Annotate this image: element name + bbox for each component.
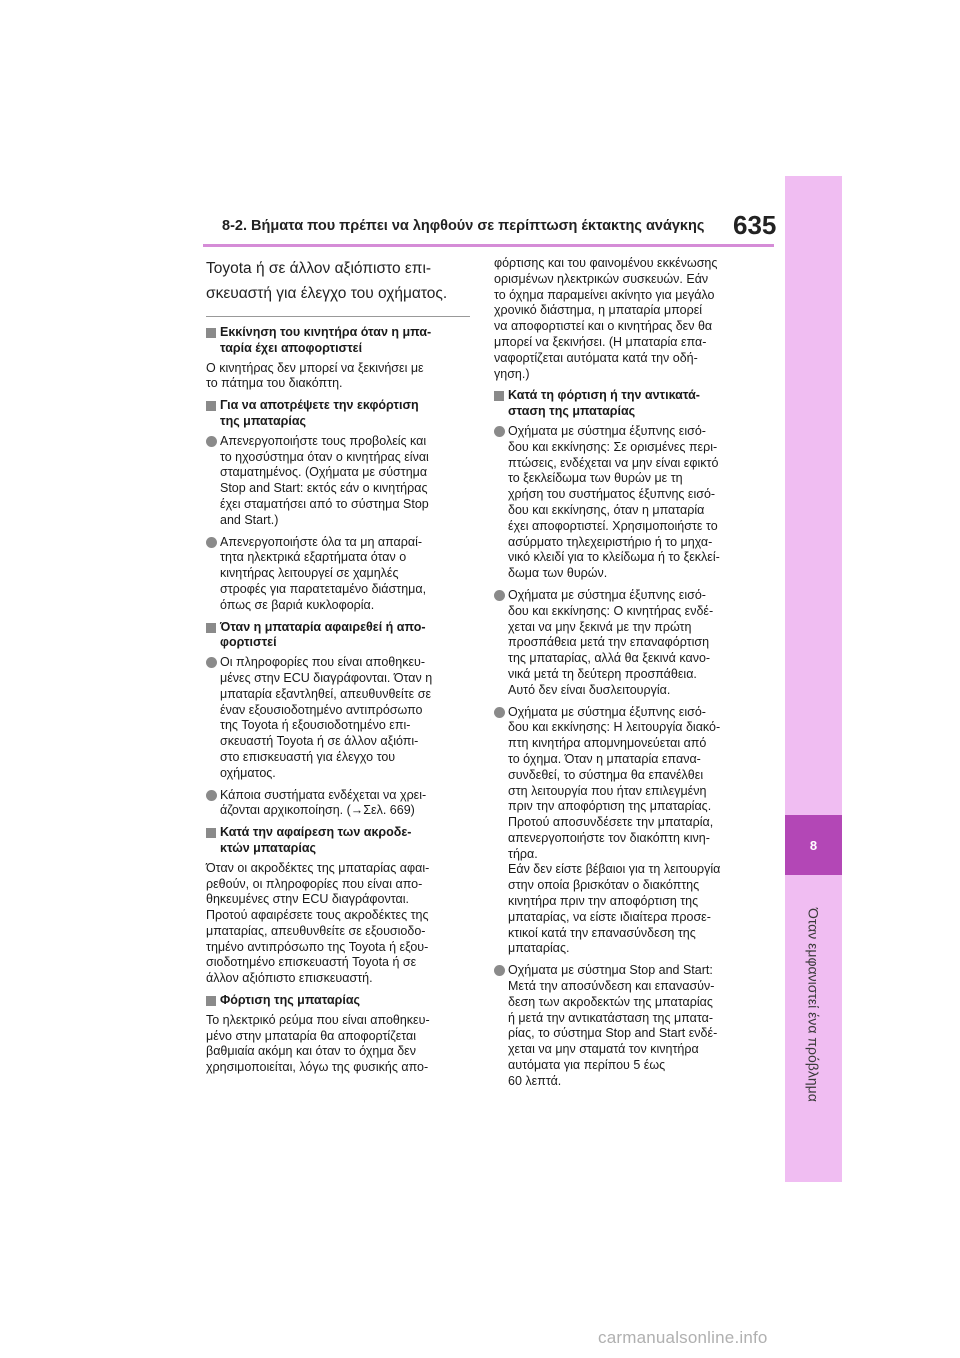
text-line: προσπάθεια μετά την επαναφόρτιση [508,635,710,650]
text-line: Ο κινητήρας δεν μπορεί να ξεκινήσει με [206,360,424,375]
text-line: μπαταρίας, απευθυνθείτε σε εξουσιοδο- [206,923,426,938]
text-line: της Toyota ή εξουσιοδοτημένο επι- [220,718,411,733]
text-line: χρονικό διάστημα, η μπαταρία μπορεί [494,303,703,318]
circle-bullet-icon [206,790,217,801]
text-line: ορισμένων ηλεκτρικών συσκευών. Εάν [494,271,709,286]
text-line: Κάποια συστήματα ενδέχεται να χρει- [220,787,427,802]
text-line: Μετά την αποσύνδεση και επανασύν- [508,979,715,994]
text-line: το ηχοσύστημα όταν ο κινητήρας είναι [220,449,429,464]
text-line: το ξεκλείδωμα των θυρών με τη [508,471,683,486]
text-line: χεται να μην ξεκινά με την πρώτη [508,619,692,634]
text-line: δου και εκκίνησης: Σε ορισμένες περι- [508,439,718,454]
text-line: δεση των ακροδεκτών της μπαταρίας [508,994,713,1009]
circle-bullet-icon [206,657,217,668]
text-line: Για να αποτρέψετε την εκφόρτιση [220,398,419,413]
list-item [206,655,480,781]
text-line: and Start.) [220,512,279,527]
text-line: κινητήρας λειτουργεί σε χαμηλές [220,566,399,581]
text-line: Αυτό δεν είναι δυσλειτουργία. [508,682,671,697]
text-line: σταματημένος. (Οχήματα με σύστημα [220,465,428,480]
text-line: να αποφορτιστεί και ο κινητήρας δεν θα [494,319,713,334]
text-line: Οχήματα με σύστημα έξυπνης εισό- [508,423,706,438]
circle-bullet-icon [206,436,217,447]
text-line: φόρτισης και του φαινομένου εκκένωσης [494,256,718,270]
text-line: αυτόματα για περίπου 5 έως [508,1058,666,1073]
text-line: κινητήρα πριν την αποφόρτιση της [508,894,699,909]
list-item [494,588,768,699]
page-number: 635 [733,210,777,240]
text-line: σκευαστή για έλεγχο του οχήματος. [206,285,448,302]
circle-bullet-icon [494,426,505,437]
text-line: έχει αποφορτιστεί. Χρησιμοποιήστε το [508,518,718,533]
text-line: πριν την αποφόρτιση της μπαταρίας. [508,799,712,814]
text-line: στο επισκευαστή για έλεγχο του [220,749,396,764]
text-line: οχήματος. [220,765,276,780]
text-line: συνδεθεί, το σύστημα θα επανέλθει [508,767,704,782]
paragraph [206,861,480,987]
text-line: Όταν οι ακροδέκτες της μπαταρίας αφαι- [206,860,430,875]
text-line: Προτού αποσυνδέσετε την μπαταρία, [508,815,714,830]
text-line: χρησιμοποιείται, λόγω της φυσικής απο- [206,1060,429,1075]
text-line: το πάτημα του διακόπτη. [206,376,343,391]
list-item [206,788,480,820]
text-line: δου και εκκίνησης, όταν η μπαταρία [508,502,705,517]
text-line: Όταν η μπαταρία αφαιρεθεί ή απο- [220,619,426,634]
text-line: δωμα των θυρών. [508,566,608,581]
section-heading-terminal-removal [206,825,480,857]
text-line: Το ηλεκτρικό ρεύμα που είναι αποθηκευ- [206,1012,430,1027]
watermark: carmanualsonline.info [598,1328,768,1347]
text-line: Προτού αφαιρέσετε τους ακροδέκτες της [206,908,429,923]
text-line: δου και εκκίνησης: Η λειτουργία διακό- [508,720,721,735]
text-line: Οι πληροφορίες που είναι αποθηκευ- [220,655,426,670]
text-line: κτών μπαταρίας [220,840,317,855]
text-line: έχει σταματήσει από το σύστημα Stop [220,496,429,511]
text-line: 60 λεπτά. [508,1073,562,1088]
text-line: Οχήματα με σύστημα έξυπνης εισό- [508,587,706,602]
paragraph [206,1013,480,1076]
text-line: Κατά τη φόρτιση ή την αντικατά- [508,388,700,403]
text-line: νικά μετά τη δεύτερη προσπάθεια. [508,666,697,681]
square-bullet-icon [206,328,216,338]
text-line: τήρα. [508,846,538,861]
chapter-side-tab [785,176,842,1182]
chapter-number: 8 [785,815,842,875]
text-line: Stop and Start: εκτός εάν ο κινητήρας [220,481,428,496]
header-rule [203,244,774,247]
text-line: μπαταρίας. [508,941,570,956]
section-heading-battery-charging [206,993,480,1009]
text-line: το όχημα παραμείνει ακίνητο για μεγάλο [494,287,715,302]
list-item [494,963,768,1089]
text-line: πτώσεις, ενδέχεται να μην είναι εφικτό [508,455,719,470]
text-line: σκευαστή Toyota ή σε άλλον αξιόπι- [220,734,419,749]
page-reference-text: άζονται αρχικοποίηση. (→Σελ. 669) [220,803,415,818]
text-line: νικό κλειδί για το κλείδωμα ή το ξεκλεί- [508,550,720,565]
list-item [494,705,768,958]
text-line: στην οποία βρισκόταν ο διακόπτης [508,878,700,893]
square-bullet-icon [494,391,504,401]
text-line: Απενεργοποιήστε όλα τα μη απαραί- [220,534,423,549]
text-line: μένο στην μπαταρία θα αποφορτίζεται [206,1028,417,1043]
circle-bullet-icon [494,590,505,601]
circle-bullet-icon [494,965,505,976]
square-bullet-icon [206,401,216,411]
text-line: Εάν δεν είστε βέβαιοι για τη λειτουργία [508,862,721,877]
text-line: ρεθούν, οι πληροφορίες που είναι απο- [206,876,423,891]
text-line: Εκκίνηση του κινητήρα όταν η μπα- [220,325,432,339]
text-line: μπαταρία εξαντληθεί, απευθυνθείτε σε [220,686,432,701]
text-line: έναν εξουσιοδοτημένο αντιπρόσωπο [220,702,423,717]
text-line: σιοδοτημένο επισκευαστή Toyota ή σε [206,955,417,970]
chapter-label-text: Όταν εμφανιστεί ένα πρόβλημα [805,908,822,1102]
text-line: θηκευμένες στην ECU διαγράφονται. [206,892,409,907]
text-line: Οχήματα με σύστημα Stop and Start: [508,963,713,978]
paragraph [494,256,768,382]
left-column [206,256,480,1082]
text-line: Toyota ή σε άλλον αξιόπιστο επι- [206,260,432,277]
text-line: σταση της μπαταρίας [508,404,636,419]
text-line: Οχήματα με σύστημα έξυπνης εισό- [508,704,706,719]
section-heading-engine-start [206,325,480,357]
section-divider [206,316,470,317]
text-line: άλλον αξιόπιστο επισκευαστή. [206,971,373,986]
text-line: ναφορτίζεται αυτόματα κατά την οδή- [494,350,698,365]
text-line: Απενεργοποιήστε τους προβολείς και [220,433,427,448]
text-line: το όχημα. Όταν η μπαταρία επανα- [508,751,701,766]
text-line: της μπαταρίας [220,413,307,428]
list-item [206,535,480,614]
text-line: στη λειτουργία που ήταν επιλεγμένη [508,783,707,798]
square-bullet-icon [206,623,216,633]
text-line: μένες στην ECU διαγράφονται. Όταν η [220,670,433,685]
text-line: χρήση του συστήματος έξυπνης εισό- [508,487,716,502]
header-title: 8-2. Βήματα που πρέπει να ληφθούν σε περίπτωση έκτακτης ανάγκης [222,218,705,234]
intro-text [206,256,480,306]
list-item [494,424,768,582]
circle-bullet-icon [206,537,217,548]
text-line: δου και εκκίνησης: Ο κινητήρας ενδέ- [508,603,714,618]
section-heading-prevent-discharge [206,398,480,430]
text-line: τημένο αντιπρόσωπο της Toyota ή εξου- [206,939,429,954]
section-heading-charging-replacement [494,388,768,420]
square-bullet-icon [206,828,216,838]
text-line: μπορεί να ξεκινήσει. (Η μπαταρία επα- [494,334,707,349]
text-line: χεται να μην σταματά τον κινητήρα [508,1042,699,1057]
text-line: απενεργοποιήστε τον διακόπτη κινη- [508,830,710,845]
text-line: Κατά την αφαίρεση των ακροδε- [220,825,412,840]
text-line: πτη κινητήρα απομνημονεύεται από [508,736,707,751]
circle-bullet-icon [494,707,505,718]
text-line: φορτιστεί [220,635,277,650]
section-heading-battery-removed [206,620,480,652]
text-line: Φόρτιση της μπαταρίας [220,993,361,1008]
text-line: ρίας, το σύστημα Stop and Start ενδέ- [508,1026,718,1041]
text-line: ή μετά την αντικατάσταση της μπατα- [508,1010,714,1025]
text-line: ασύρματο τηλεχειριστήριο ή το μηχα- [508,534,713,549]
text-line: στροφές για παρατεταμένο διάστημα, [220,581,427,596]
text-line: κτικοί κατά την επανασύνδεση της [508,925,696,940]
list-item [206,434,480,529]
square-bullet-icon [206,996,216,1006]
paragraph [206,361,480,393]
chapter-label [785,906,842,1136]
right-column [494,256,768,1096]
text-line: της μπαταρίας, αλλά θα ξεκινά κανο- [508,651,711,666]
text-line: ταρία έχει αποφορτιστεί [220,340,363,355]
text-line: όπως σε βαριά κυκλοφορία. [220,597,375,612]
text-line: βαθμιαία ακόμη και όταν το όχημα δεν [206,1044,417,1059]
text-line: γηση.) [494,366,530,381]
text-line: μπαταρίας, να είστε ιδιαίτερα προσε- [508,909,711,924]
text-line: τητα ηλεκτρικά εξαρτήματα όταν ο [220,550,407,565]
